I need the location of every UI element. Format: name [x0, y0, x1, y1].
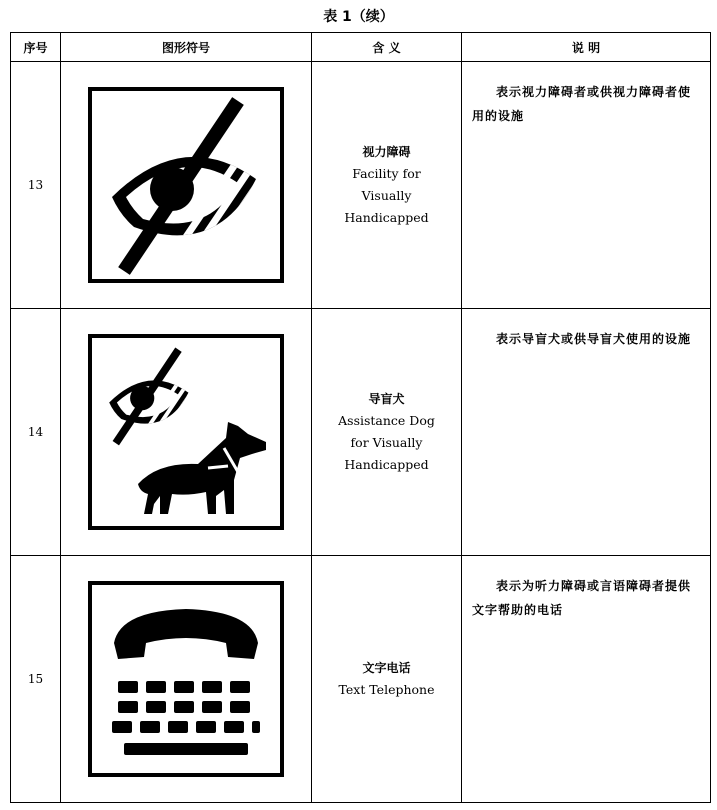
row-number: 15: [11, 556, 61, 803]
description-cell: 表示为听力障碍或言语障碍者提供文字帮助的电话: [462, 556, 711, 803]
meaning-zh: 文字电话: [362, 661, 411, 675]
header-number: 序号: [11, 33, 61, 62]
text-telephone-icon: [88, 581, 284, 777]
table-caption: 表 1（续）: [323, 9, 394, 25]
meaning-zh: 视力障碍: [362, 145, 411, 159]
description-cell: 表示视力障碍者或供视力障碍者使用的设施: [462, 62, 711, 309]
meaning-en-line: Visually: [361, 188, 412, 203]
symbol-cell: [61, 556, 312, 803]
meaning-cell: [312, 62, 462, 309]
guide-dog-icon: [88, 334, 284, 530]
description-cell: 表示导盲犬或供导盲犬使用的设施: [462, 309, 711, 556]
row-number: 13: [11, 62, 61, 309]
meaning-en-line: Handicapped: [344, 210, 429, 225]
meaning-zh: 导盲犬: [368, 392, 405, 406]
meaning-cell: [312, 309, 462, 556]
table-row: [11, 556, 711, 803]
header-symbol: 图形符号: [61, 33, 312, 62]
meaning-en-line: Facility for: [352, 166, 421, 181]
meaning-en-line: Handicapped: [344, 457, 429, 472]
meaning-en-line: Assistance Dog: [338, 413, 435, 428]
symbol-cell: [61, 62, 312, 309]
symbol-table: [10, 32, 711, 803]
meaning-en-line: for Visually: [350, 435, 423, 450]
meaning-en-line: Text Telephone: [338, 682, 435, 697]
header-meaning: 含 义: [312, 33, 462, 62]
table-row: [11, 309, 711, 556]
header-description: 说 明: [462, 33, 711, 62]
table-header-row: [11, 33, 711, 62]
visually-impaired-icon: [88, 87, 284, 283]
symbol-cell: [61, 309, 312, 556]
row-number: 14: [11, 309, 61, 556]
table-row: [11, 62, 711, 309]
meaning-cell: [312, 556, 462, 803]
